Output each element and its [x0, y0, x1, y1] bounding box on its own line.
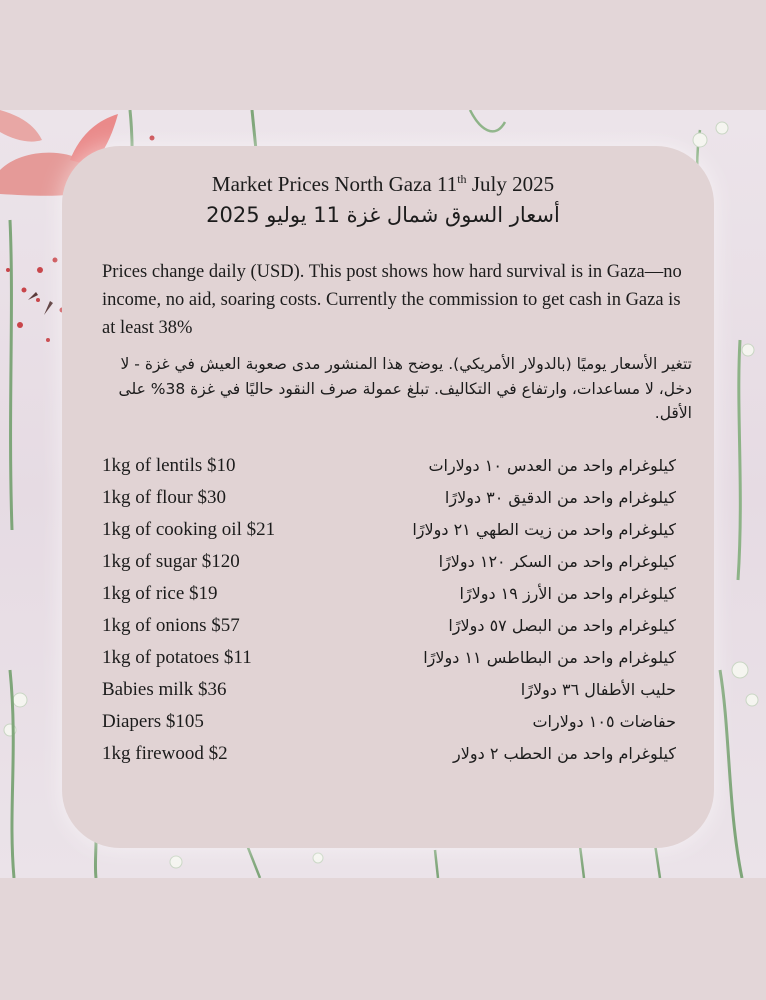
price-row [0, 711, 766, 743]
price-ar: حفاضات ١٠٥ دولارات [532, 712, 676, 731]
price-row [0, 551, 766, 583]
price-row [0, 743, 766, 775]
price-en: 1kg of onions $57 [102, 615, 240, 636]
price-row [0, 679, 766, 711]
price-en: Babies milk $36 [102, 679, 227, 700]
price-en: 1kg of lentils $10 [102, 455, 236, 476]
price-row [0, 487, 766, 519]
price-ar: كيلوغرام واحد من الدقيق ٣٠ دولارًا [444, 488, 676, 507]
price-en: Diapers $105 [102, 711, 204, 732]
price-ar: كيلوغرام واحد من السكر ١٢٠ دولارًا [438, 552, 676, 571]
intro-arabic: تتغير الأسعار يوميًا (بالدولار الأمريكي). يوضح هذا المنشور مدى صعوبة العيش في غزة - لا دخل، لا مساعدات، وارتفاع في التكاليف. تبلغ عمولة صرف النقود حاليًا في غزة 38% على الأقل. [118, 355, 692, 422]
price-ar: كيلوغرام واحد من البصل ٥٧ دولارًا [448, 616, 676, 635]
title-arabic: أسعار السوق شمال غزة 11 يوليو 2025 [206, 203, 560, 227]
price-en: 1kg of flour $30 [102, 487, 227, 508]
price-row [0, 519, 766, 551]
price-row [0, 583, 766, 615]
price-row [0, 615, 766, 647]
price-en: 1kg of rice $19 [102, 583, 218, 604]
price-row [0, 455, 766, 487]
price-en: 1kg of cooking oil $21 [102, 519, 276, 540]
price-ar: كيلوغرام واحد من الحطب ٢ دولار [453, 744, 676, 763]
title-english: Market Prices North Gaza 11th July 2025 [211, 172, 555, 196]
price-ar: حليب الأطفال ٣٦ دولارًا [520, 680, 676, 699]
price-ar: كيلوغرام واحد من زيت الطهي ٢١ دولارًا [412, 520, 676, 539]
price-en: 1kg firewood $2 [102, 743, 228, 764]
price-en: 1kg of potatoes $11 [102, 647, 252, 668]
price-row [0, 647, 766, 679]
price-ar: كيلوغرام واحد من البطاطس ١١ دولارًا [423, 648, 676, 667]
intro-english: Prices change daily (USD). This post shows how hard survival is in Gaza—no income, no aid, soaring costs. Currently the commission to get cash in Gaza is at least 38% [102, 262, 682, 338]
price-ar: كيلوغرام واحد من العدس ١٠ دولارات [428, 456, 676, 475]
price-en: 1kg of sugar $120 [102, 551, 240, 572]
price-ar: كيلوغرام واحد من الأرز ١٩ دولارًا [459, 584, 676, 603]
